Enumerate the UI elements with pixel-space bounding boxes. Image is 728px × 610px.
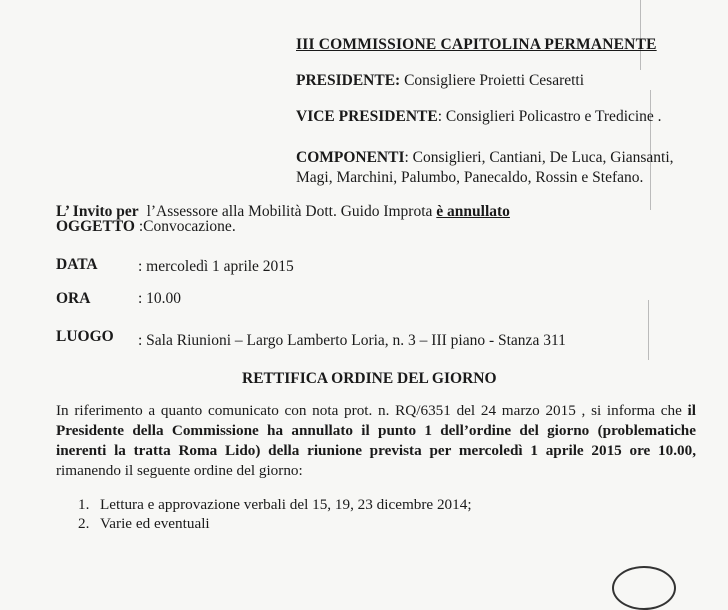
luogo-label: LUOGO: [56, 328, 114, 345]
body-text-end: rimanendo il seguente ordine del giorno:: [56, 462, 303, 479]
list-item: [78, 496, 472, 514]
presidente-value: Consigliere Proietti Cesaretti: [404, 72, 585, 89]
oggetto-label: OGGETTO: [56, 218, 135, 235]
invito-status: è annullato: [436, 203, 510, 220]
data-value: : mercoledì 1 aprile 2015: [138, 258, 294, 275]
invito-text: l’Assessore alla Mobilità Dott. Guido Improta: [146, 203, 433, 220]
oggetto-line: [56, 218, 236, 236]
body-paragraph: [56, 401, 696, 481]
list-text: Lettura e approvazione verbali del 15, 19, 23 dicembre 2014;: [100, 496, 472, 513]
componenti-value-1: : Consiglieri, Cantiani, De Luca, Giansanti,: [404, 149, 674, 166]
presidente-label: PRESIDENTE:: [296, 72, 401, 89]
componenti-line-1: [296, 149, 674, 167]
body-text-start: In riferimento a quanto comunicato con nota prot. n. RQ/6351 del 24 marzo 2015 , si informa che: [56, 402, 688, 419]
componenti-line-2: Magi, Marchini, Palumbo, Panecaldo, Rossin e Stefano.: [296, 169, 644, 186]
vice-value: : Consiglieri Policastro e Tredicine .: [437, 108, 662, 125]
scan-edge-line: [640, 0, 641, 70]
luogo-value: : Sala Riunioni – Largo Lamberto Loria, n. 3 – III piano - Stanza 311: [138, 332, 566, 349]
list-number: 2.: [78, 515, 90, 532]
componenti-label: COMPONENTI: [296, 149, 405, 166]
body-text-bold: il Presidente della Commissione ha annullato il punto 1 dell’ordine del giorno (problematiche inerenti la tratta Roma Lido) della riunione prevista per mercoledì 1 aprile 2015 ore 10.00,: [56, 402, 696, 459]
data-label: DATA: [56, 256, 98, 273]
oggetto-value: :Convocazione.: [138, 218, 236, 235]
scan-edge-line: [648, 300, 649, 360]
vice-presidente-line: [296, 108, 662, 126]
section-title: RETTIFICA ORDINE DEL GIORNO: [242, 370, 497, 387]
corner-mark: [612, 566, 676, 610]
list-item: [78, 515, 210, 533]
invito-label: L’ Invito per: [56, 203, 139, 220]
presidente-line: [296, 72, 584, 90]
list-text: Varie ed eventuali: [100, 515, 210, 532]
vice-label: VICE PRESIDENTE: [296, 108, 438, 125]
ora-label: ORA: [56, 290, 91, 307]
list-number: 1.: [78, 496, 90, 513]
commission-title: III COMMISSIONE CAPITOLINA PERMANENTE: [296, 36, 657, 53]
ora-value: : 10.00: [138, 290, 182, 307]
